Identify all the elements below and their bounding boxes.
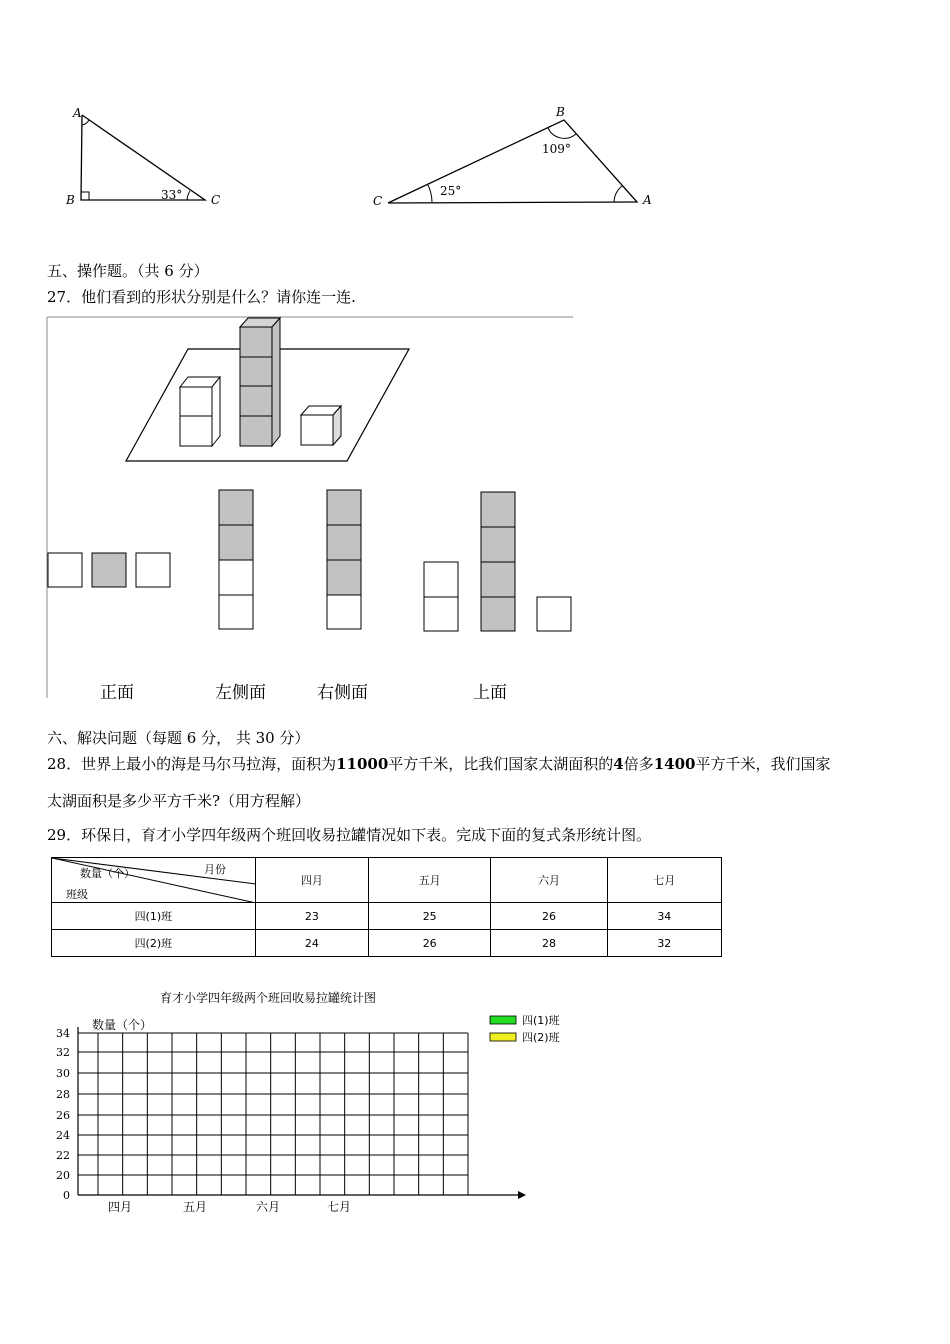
y-tick-label: 32 (56, 1046, 70, 1059)
value-cell: 34 (607, 903, 721, 930)
q28-text-c: 倍多 (623, 755, 654, 773)
question-28-line2: 太湖面积是多少平方千米?（用方程解） (47, 792, 311, 810)
corner-class-label: 班级 (66, 888, 88, 901)
corner-quantity-label: 数量（个） (80, 867, 135, 880)
bar-chart (40, 985, 600, 1220)
value-cell: 32 (607, 930, 721, 957)
cube-stack-middle (240, 318, 280, 446)
chart-grid (78, 1033, 468, 1195)
legend-swatch-class1 (490, 1016, 516, 1024)
cube-single-right (301, 406, 341, 445)
x-axis-arrow (518, 1191, 526, 1199)
vertex-label-c: C (211, 193, 221, 207)
q28-text-b: 平方千米，比我们国家太湖面积的 (388, 755, 614, 773)
vertex-label-c: C (373, 194, 383, 208)
q28-text-a: 28．世界上最小的海是马尔马拉海，面积为 (47, 755, 337, 773)
angle-label-c: 25° (440, 184, 462, 198)
y-tick-label: 22 (56, 1149, 70, 1162)
table-corner-cell (52, 858, 256, 903)
y-tick-label: 0 (63, 1189, 70, 1202)
y-tick-label: 26 (56, 1109, 70, 1122)
triangles-figure (0, 95, 700, 225)
section-5-title: 五、操作题。（共 6 分） (47, 262, 209, 280)
x-tick-label: 四月 (107, 1200, 133, 1214)
vertex-label-b: B (556, 105, 565, 119)
obtuse-triangle-abc (373, 105, 652, 208)
q28-number-more: 1400 (653, 755, 696, 773)
angle-label-c: 33° (161, 188, 183, 202)
chart-title: 育才小学四年级两个班回收易拉罐统计图 (160, 991, 377, 1005)
month-header: 四月 (255, 858, 368, 903)
q28-text-d: 平方千米，我们国家 (695, 755, 831, 773)
view-label-right: 右侧面 (317, 683, 368, 703)
recycling-data-table (51, 857, 722, 957)
corner-month-label: 月份 (204, 863, 226, 876)
vertex-label-a: A (643, 193, 652, 207)
chart-legend (490, 1013, 560, 1044)
value-cell: 26 (491, 903, 607, 930)
class-cell: 四(1)班 (52, 903, 256, 930)
y-tick-label: 34 (56, 1027, 70, 1040)
question-29: 29．环保日，育才小学四年级两个班回收易拉罐情况如下表。完成下面的复式条形统计图。 (47, 826, 652, 844)
x-tick-label: 七月 (326, 1200, 352, 1214)
table-row (52, 903, 722, 930)
right-triangle-abc (65, 106, 220, 207)
value-cell: 28 (491, 930, 607, 957)
view-option-1 (48, 553, 170, 587)
section-6-title: 六、解决问题（每题 6 分， 共 30 分） (47, 729, 310, 747)
month-header: 五月 (369, 858, 491, 903)
view-label-left: 左侧面 (215, 683, 266, 703)
y-tick-label: 28 (56, 1088, 70, 1101)
legend-label-class1: 四(1)班 (522, 1014, 560, 1027)
table-row (52, 930, 722, 957)
table-header-row (52, 858, 722, 903)
view-option-2 (219, 490, 253, 629)
cube-stack-left (180, 377, 220, 446)
value-cell: 25 (369, 903, 491, 930)
value-cell: 26 (369, 930, 491, 957)
legend-label-class2: 四(2)班 (522, 1031, 560, 1044)
vertex-label-a: A (73, 106, 82, 120)
y-tick-label: 24 (56, 1129, 70, 1142)
month-header: 七月 (607, 858, 721, 903)
view-option-4 (424, 492, 571, 631)
legend-swatch-class2 (490, 1033, 516, 1041)
cube-views-figure (45, 315, 575, 700)
q28-number-times: 4 (613, 755, 624, 773)
y-tick-label: 30 (56, 1067, 70, 1080)
x-tick-labels (108, 1199, 351, 1214)
view-label-top: 上面 (473, 683, 507, 703)
x-tick-label: 六月 (255, 1200, 281, 1214)
view-option-3 (327, 490, 361, 629)
x-tick-label: 五月 (182, 1200, 208, 1214)
month-header: 六月 (491, 858, 607, 903)
question-27: 27．他们看到的形状分别是什么？请你连一连. (47, 288, 356, 306)
y-tick-label: 20 (56, 1169, 70, 1182)
vertex-label-b: B (66, 193, 75, 207)
value-cell: 24 (255, 930, 368, 957)
value-cell: 23 (255, 903, 368, 930)
y-axis-label: 数量（个） (92, 1018, 153, 1032)
y-tick-labels (56, 1027, 70, 1202)
view-label-front: 正面 (100, 683, 134, 703)
class-cell: 四(2)班 (52, 930, 256, 957)
question-28-line1 (47, 753, 831, 774)
q28-number-area: 11000 (336, 755, 389, 773)
angle-label-b: 109° (542, 142, 571, 156)
